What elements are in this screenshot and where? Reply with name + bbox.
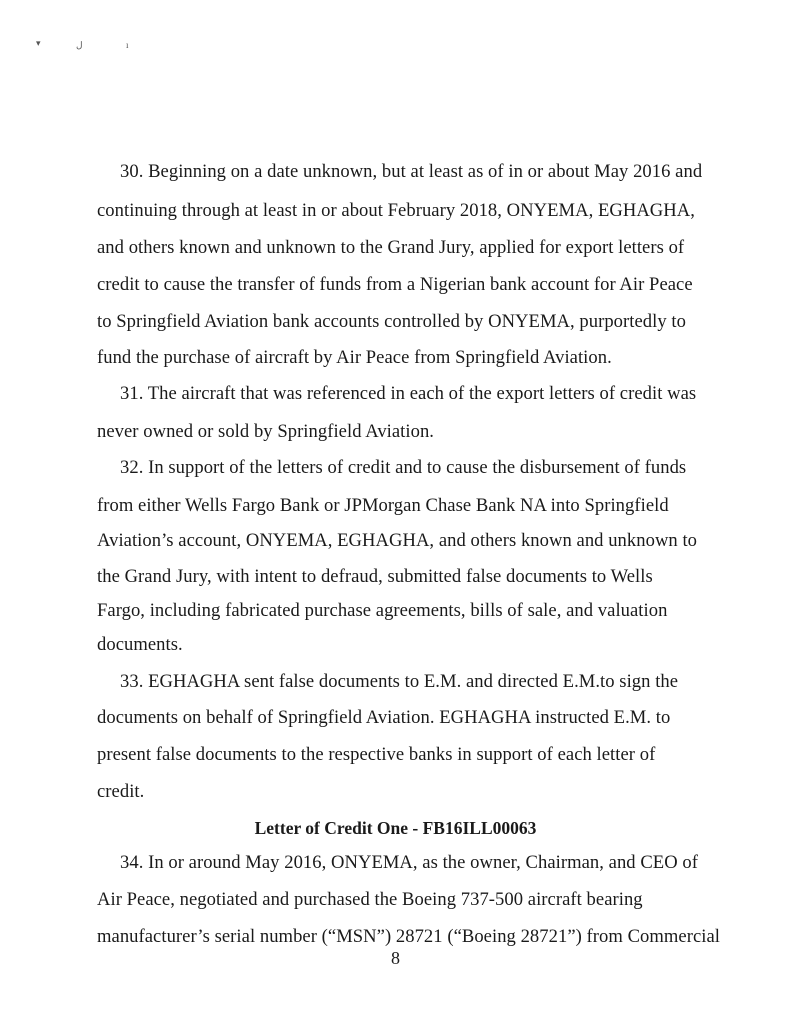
page-number: 8 — [391, 948, 400, 968]
paragraph-34-line: Air Peace, negotiated and purchased the Boeing 737-500 aircraft bearing — [97, 889, 643, 910]
section-heading: Letter of Credit One - FB16ILL00063 — [254, 818, 537, 838]
paragraph-32-line: the Grand Jury, with intent to defraud, submitted false documents to Wells — [97, 566, 653, 587]
paragraph-32-line: Fargo, including fabricated purchase agreements, bills of sale, and valuation — [97, 600, 668, 621]
paragraph-34-line: 34. In or around May 2016, ONYEMA, as the owner, Chairman, and CEO of — [120, 852, 698, 873]
paragraph-32-line: documents. — [97, 634, 183, 655]
paragraph-33-line: documents on behalf of Springfield Aviation. EGHAGHA instructed E.M. to — [97, 707, 671, 728]
paragraph-30-line: continuing through at least in or about February 2018, ONYEMA, EGHAGHA, — [97, 200, 695, 221]
paragraph-34-line: manufacturer’s serial number (“MSN”) 28721 (“Boeing 28721”) from Commercial — [97, 926, 721, 947]
paragraph-31-line: 31. The aircraft that was referenced in each of the export letters of credit was — [120, 383, 697, 404]
paragraph-32-line: 32. In support of the letters of credit and to cause the disbursement of funds — [120, 457, 687, 478]
scan-mark: ı — [126, 40, 129, 50]
paragraph-30-line: fund the purchase of aircraft by Air Peace from Springfield Aviation. — [97, 347, 612, 368]
paragraph-31-line: never owned or sold by Springfield Aviation. — [97, 421, 435, 442]
paragraph-32-line: from either Wells Fargo Bank or JPMorgan Chase Bank NA into Springfield — [97, 495, 669, 516]
paragraph-33-line: 33. EGHAGHA sent false documents to E.M. and directed E.M.to sign the — [120, 671, 679, 692]
scan-mark: ▾ — [36, 38, 41, 48]
paragraph-33-line: credit. — [97, 781, 145, 802]
paragraph-30-line: 30. Beginning on a date unknown, but at least as of in or about May 2016 and — [120, 161, 703, 182]
paragraph-33-line: present false documents to the respective banks in support of each letter of — [97, 744, 656, 765]
paragraph-32-line: Aviation’s account, ONYEMA, EGHAGHA, and others known and unknown to — [97, 530, 698, 551]
scan-mark: ل — [76, 40, 83, 50]
paragraph-30-line: credit to cause the transfer of funds from a Nigerian bank account for Air Peace — [97, 274, 693, 295]
paragraph-30-line: to Springfield Aviation bank accounts controlled by ONYEMA, purportedly to — [97, 311, 686, 332]
paragraph-30-line: and others known and unknown to the Grand Jury, applied for export letters of — [97, 237, 685, 258]
